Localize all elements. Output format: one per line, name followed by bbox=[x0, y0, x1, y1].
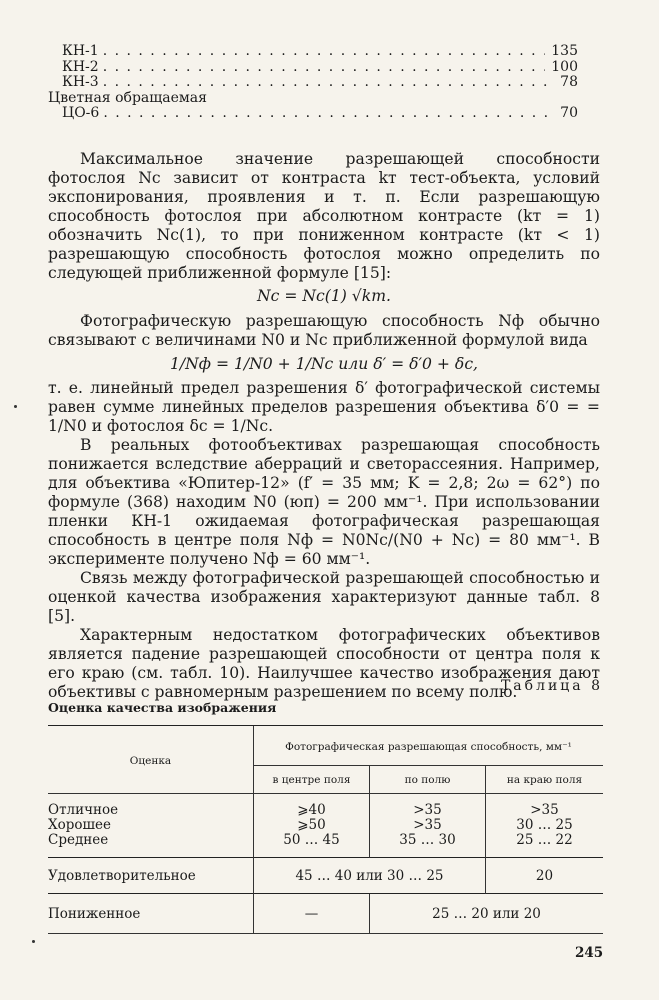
column-header-rating: Оценка bbox=[48, 726, 254, 794]
paragraph: Связь между фотографической разрешающей способностью и оценкой качества изображения характеризуют данные табл. 8 [5]. bbox=[48, 569, 600, 625]
film-value: 78 bbox=[560, 75, 578, 90]
rating-cell: Отличное Хорошее Среднее bbox=[48, 802, 119, 848]
film-value: 100 bbox=[551, 59, 578, 75]
subheader-center: в центре поля bbox=[254, 766, 370, 794]
paragraph: Максимальное значение разрешающей способности фотослоя Nc зависит от контраста kт тест-объекта, условий экспонирования, проявления и т. п. Если разрешающую способность фотослоя при абсолютном контрасте (kт = 1) обозначить Nc(1), то при пониженном контрасте (kт < 1) разрешающую способность фотослоя можно определить по следующей приближенной формуле [15]: bbox=[48, 150, 600, 282]
scan-speck bbox=[32, 940, 35, 943]
center-cell: — bbox=[254, 894, 370, 934]
subheader-field: по полю bbox=[370, 766, 486, 794]
formula: 1/Nф = 1/N0 + 1/Nc или δ′ = δ′0 + δc, bbox=[169, 355, 479, 373]
list-item bbox=[48, 75, 578, 91]
page-number: 245 bbox=[575, 945, 604, 961]
center-cell: ⩾40 ⩾50 50 … 45 bbox=[254, 794, 370, 858]
formula: Nc = Nc(1) √kт. bbox=[257, 287, 391, 305]
rating-cell: Удовлетворительное bbox=[48, 858, 254, 894]
paragraph: Фотографическую разрешающую способность Nф обычно связывают с величинами N0 и Nc приближенной формулой вида bbox=[48, 312, 600, 349]
edge-cell: >35 30 … 25 25 … 22 bbox=[486, 794, 604, 858]
field-cell: >35 >35 35 … 30 bbox=[370, 794, 486, 858]
center-field-cell: 45 … 40 или 30 … 25 bbox=[254, 858, 486, 894]
list-item bbox=[48, 106, 578, 122]
rating-cell: Пониженное bbox=[48, 894, 254, 934]
table-title: Оценка качества изображения bbox=[48, 700, 277, 715]
quality-table bbox=[48, 725, 603, 934]
paragraph: Характерным недостатком фотографических объективов является падение разрешающей способности от центра поля к его краю (см. табл. 10). Наилучшее качество изображения дают объективы с равномерным разрешением по всему полю. bbox=[48, 626, 600, 701]
film-label: КН-3 bbox=[62, 75, 99, 90]
column-header-group: Фотографическая разрешающая способность, мм⁻¹ bbox=[254, 726, 604, 766]
film-value: 135 bbox=[551, 44, 578, 59]
film-label: ЦО-6 bbox=[62, 106, 100, 121]
paragraph: т. е. линейный предел разрешения δ′ фотографической системы равен сумме линейных пределов разрешения объектива δ′0 = = 1/N0 и фотослоя δc = 1/Nc. bbox=[48, 379, 600, 435]
film-label: КН-2 bbox=[62, 59, 99, 75]
field-edge-cell: 25 … 20 или 20 bbox=[370, 894, 604, 934]
edge-cell: 20 bbox=[486, 858, 604, 894]
table-row bbox=[48, 794, 603, 858]
film-value: 70 bbox=[560, 106, 578, 121]
film-group-label: Цветная обращаемая bbox=[48, 90, 207, 106]
table-row bbox=[48, 858, 603, 894]
film-resolution-list bbox=[48, 44, 578, 122]
list-item bbox=[48, 91, 578, 107]
paragraph: В реальных фотообъективах разрешающая способность понижается вследствие аберраций и светорассеяния. Например, для объектива «Юпитер-12» (f′ = 35 мм; K = 2,8; 2ω = 62°) по формуле (368) находим N0 (юп) = 200 мм⁻¹. При использовании пленки КН-1 ожидаемая фотографическая разрешающая способность в центре поля Nф = N0Nc/(N0 + Nc) = 80 мм⁻¹. В эксперименте получено Nф = 60 мм⁻¹. bbox=[48, 436, 600, 568]
table-label: Таблица 8 bbox=[500, 678, 603, 694]
table-row bbox=[48, 894, 603, 934]
main-text-block-1 bbox=[48, 150, 600, 702]
film-label: КН-1 bbox=[62, 44, 99, 59]
subheader-edge: на краю поля bbox=[486, 766, 604, 794]
list-item bbox=[48, 44, 578, 60]
scan-speck bbox=[14, 405, 17, 408]
list-item bbox=[48, 60, 578, 76]
